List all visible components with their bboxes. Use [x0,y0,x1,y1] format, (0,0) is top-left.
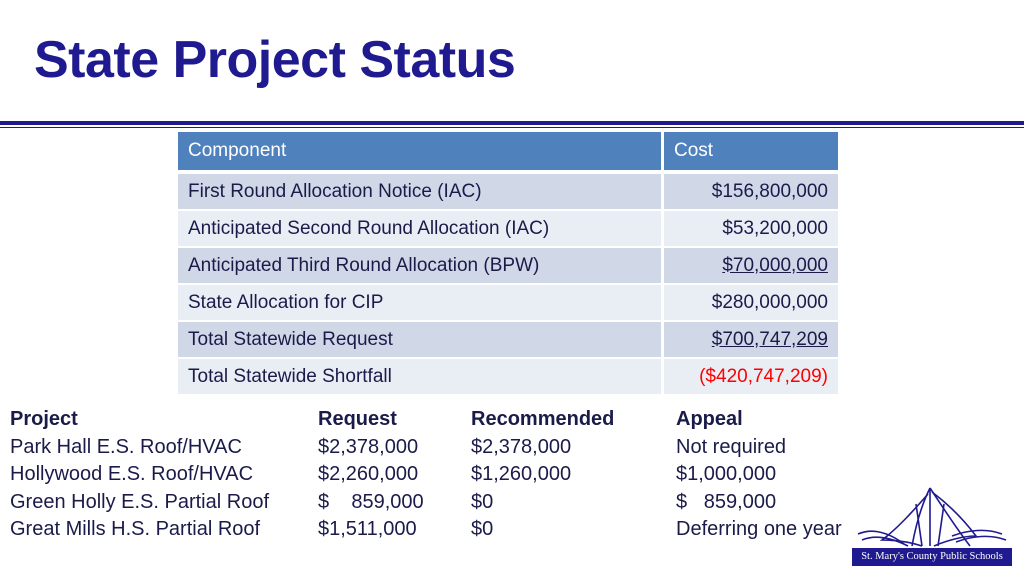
project-recommended: $0 [471,490,494,513]
shortfall-cell: ($420,747,209) [663,358,839,394]
project-recommended: $2,378,000 [471,435,572,458]
list-item [10,491,870,519]
component-cell: Total Statewide Request [178,321,663,358]
project-request: $2,378,000 [318,435,419,458]
project-name: Great Mills H.S. Partial Roof [10,518,261,540]
table-row [178,172,838,210]
cost-cell-wrapper [663,247,839,284]
cost-cell: $70,000,000 [722,254,828,276]
project-appeal: Deferring one year [676,518,842,540]
project-request: $ 859,000 [318,490,424,513]
header-appeal: Appeal [676,408,743,430]
component-cell: State Allocation for CIP [178,284,663,321]
project-request: $1,511,000 [318,518,417,540]
list-item [10,463,870,491]
header-recommended: Recommended [471,408,615,430]
list-item [10,518,870,546]
project-appeal: $1,000,000 [676,463,777,485]
cost-table-header [178,132,838,172]
cost-cell: $280,000,000 [663,284,839,321]
project-appeal: Not required [676,435,787,458]
component-cell: First Round Allocation Notice (IAC) [178,172,663,210]
cost-cell: $156,800,000 [663,172,839,210]
component-cell: Anticipated Second Round Allocation (IAC) [178,210,663,247]
page-title: State Project Status [34,31,516,89]
project-recommended: $1,260,000 [471,463,572,485]
cost-cell: $53,200,000 [663,210,839,247]
table-row [178,210,838,247]
header-cost: Cost [663,132,839,172]
cost-cell-wrapper [663,321,839,358]
component-cell: Total Statewide Shortfall [178,358,663,394]
header-component: Component [178,132,663,172]
cost-table [178,132,838,394]
project-list [10,408,870,546]
cost-cell: $700,747,209 [711,328,828,350]
project-list-header [10,408,870,436]
header-request: Request [318,408,397,430]
table-row [178,247,838,284]
table-row [178,321,838,358]
title-divider [0,121,1024,125]
project-appeal: $ 859,000 [676,490,777,513]
project-recommended: $0 [471,518,494,540]
project-request: $2,260,000 [318,463,419,485]
list-item [10,436,870,464]
header-project: Project [10,408,78,430]
project-name: Hollywood E.S. Roof/HVAC [10,463,254,485]
component-cell: Anticipated Third Round Allocation (BPW) [178,247,663,284]
project-name: Green Holly E.S. Partial Roof [10,490,269,513]
table-row [178,358,838,394]
logo-label: St. Mary's County Public Schools [852,548,1012,566]
title-divider-thin [0,127,1024,128]
table-row [178,284,838,321]
project-name: Park Hall E.S. Roof/HVAC [10,435,242,458]
